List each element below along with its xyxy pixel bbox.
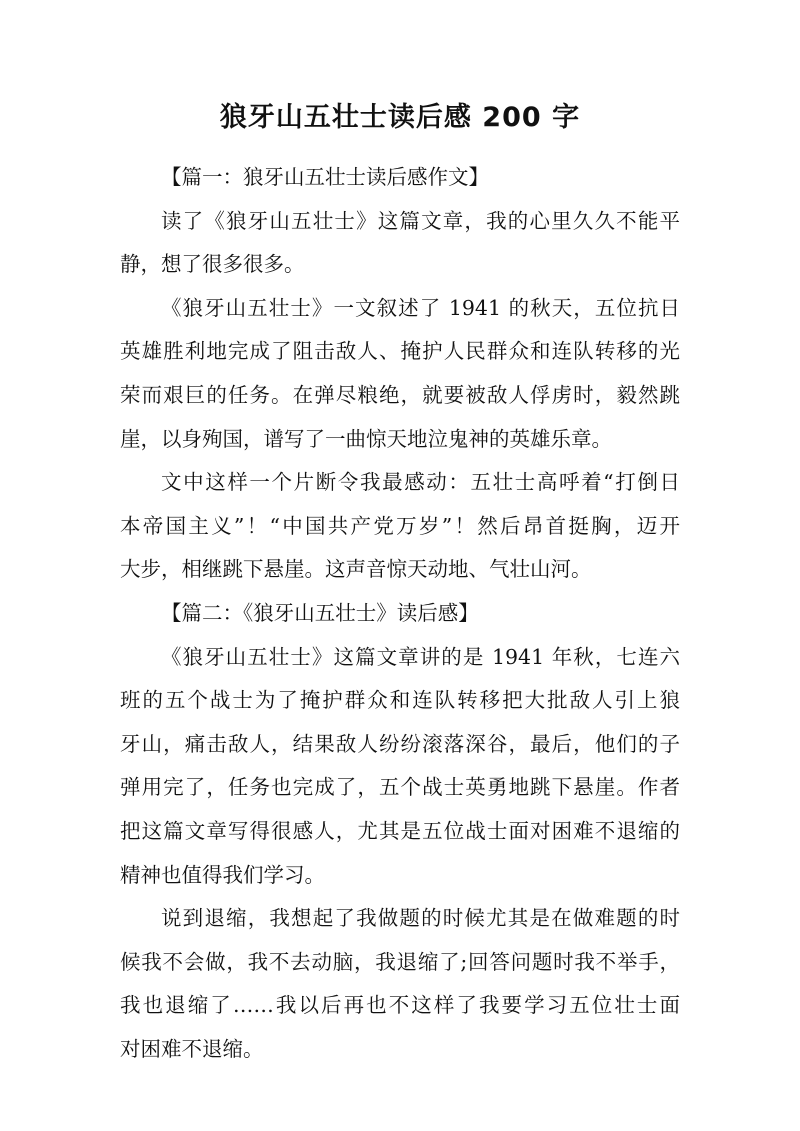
text-line: 崖，以身殉国，谱写了一曲惊天地泣鬼神的英雄乐章。 xyxy=(120,426,612,451)
text-line: 静，想了很多很多。 xyxy=(120,252,305,277)
section-heading: 【篇一：狼牙山五壮士读后感作文】 xyxy=(161,165,489,189)
section-heading: 【篇二：《狼牙山五壮士》读后感】 xyxy=(161,600,479,625)
text-line: 文中这样一个片断令我最感动：五壮士高呼着“打倒日 xyxy=(161,470,680,495)
document-title: 狼牙山五壮士读后感 200 字 xyxy=(219,102,581,133)
text-line: 《狼牙山五壮士》一文叙述了 1941 的秋天，五位抗日 xyxy=(161,295,680,320)
text-line: 精神也值得我们学习。 xyxy=(120,862,325,887)
text-line: 读了《狼牙山五壮士》这篇文章，我的心里久久不能平 xyxy=(161,208,680,233)
text-line: 大步，相继跳下悬崖。这声音惊天动地、气壮山河。 xyxy=(120,557,592,582)
text-line: 把这篇文章写得很感人，尤其是五位战士面对困难不退缩的 xyxy=(120,818,680,843)
text-line: 荣而艰巨的任务。在弹尽粮绝，就要被敌人俘虏时，毅然跳 xyxy=(120,382,680,407)
text-line: 牙山，痛击敌人，结果敌人纷纷滚落深谷，最后，他们的子 xyxy=(120,731,680,756)
text-line: 本帝国主义”！“中国共产党万岁”！然后昂首挺胸，迈开 xyxy=(120,513,680,538)
text-line: 对困难不退缩。 xyxy=(120,1036,264,1061)
document-body xyxy=(120,156,680,1071)
text-line: 《狼牙山五壮士》这篇文章讲的是 1941 年秋，七连六 xyxy=(161,644,680,669)
text-line: 班的五个战士为了掩护群众和连队转移把大批敌人引上狼 xyxy=(120,688,680,713)
text-line: 英雄胜利地完成了阻击敌人、掩护人民群众和连队转移的光 xyxy=(120,339,680,364)
text-line: 我也退缩了……我以后再也不这样了我要学习五位壮士面 xyxy=(120,993,680,1018)
text-line: 说到退缩，我想起了我做题的时候尤其是在做难题的时 xyxy=(161,906,680,931)
text-line: 弹用完了，任务也完成了，五个战士英勇地跳下悬崖。作者 xyxy=(120,775,680,800)
text-line: 候我不会做，我不去动脑，我退缩了;回答问题时我不举手， xyxy=(120,949,680,974)
